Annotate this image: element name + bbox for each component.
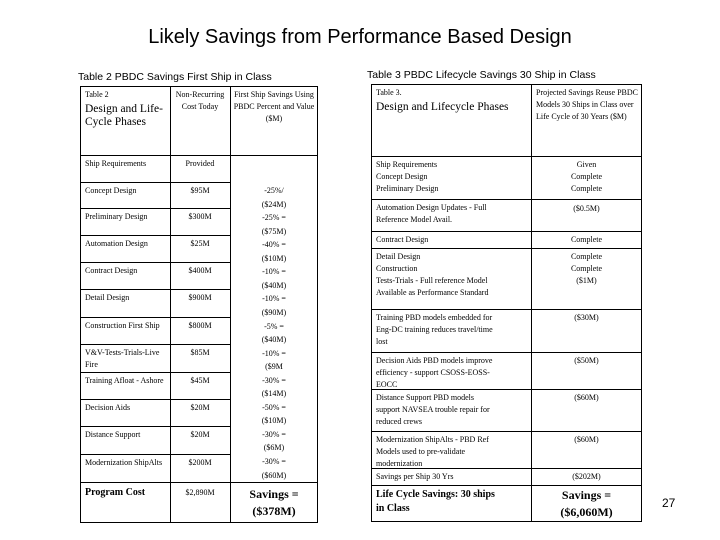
table2-row-rule [80,372,230,373]
table2-cost-cell: $20M [190,430,210,439]
table3-header-phases: Design and Lifecycle Phases [376,101,509,113]
lifecycle-savings-label-cont: in Class [376,503,410,514]
table3-row-rule [371,352,642,353]
table3-row-rule [371,431,642,432]
table3-savings-value: ($6,060M) [560,505,613,519]
page-number: 27 [662,496,676,510]
table2-header-label: Table 2 [85,90,109,99]
table2-savings-cell: -30% = [262,429,286,439]
table3-row-rule [371,468,642,469]
table2-phase-cell: Training Afloat - Ashore [85,376,164,385]
table3-phase-cell: Concept Design [376,172,428,181]
table3-row-rule [371,231,642,232]
table2-savings-cell: -10% = [262,348,286,358]
table3-header-savings: Projected Savings Reuse PBDC Models 30 Ships in Class over Life Cycle of 30 Years ($M) [536,88,638,121]
table2-phase-cell: Contract Design [85,266,138,275]
table2-row-rule [80,454,230,455]
table2-phase-cell: Detail Design [85,293,130,302]
table3-phase-cell: efficiency - support CSOSS-EOSS- [376,368,490,377]
table3-phase-cell: Tests-Trials - Full reference Model [376,276,488,285]
program-cost-value: $2,890M [185,488,215,497]
table2-savings-cell: ($14M) [261,389,287,399]
table2-row-rule [80,399,230,400]
table2-savings-cell: ($24M) [261,199,287,209]
program-cost-label: Program Cost [85,487,146,498]
table2-savings-cell: -40% = [262,240,286,250]
table3-value-cell: Complete [570,235,603,244]
table2-savings-cell: -10% = [262,267,286,277]
table2-phase-cell: Modernization ShipAlts [85,458,163,467]
table2-phase-cell: Concept Design [85,186,137,195]
table2-savings-cell: -25%/ [264,186,284,195]
table2-phase-cell: Preliminary Design [85,212,148,221]
table3-phase-cell: lost [376,337,388,346]
table3-value-cell: Complete [570,252,603,261]
table3-value-cell: Complete [570,184,603,193]
table2-row-rule [80,289,230,290]
table3-phase-cell: Ship Requirements [376,160,438,169]
table2-row-rule [80,182,230,183]
table2-heading: Table 2 PBDC Savings First Ship in Class [78,71,272,83]
table2-row-rule [80,208,230,209]
table2-phase-cell: Distance Support [85,430,141,439]
table2-savings-cell: -30% = [262,457,286,466]
table2-cost-cell: Provided [185,159,215,168]
table3-value-cell: ($1M) [576,276,597,285]
table2-phase-cell: Decision Aids [85,403,131,412]
table2-row-rule [80,262,230,263]
table3-header-label: Table 3. [376,88,402,97]
table2-savings-cell: ($60M) [261,470,287,480]
table3-phase-cell: Available as Performance Standard [376,288,489,297]
table3-value-cell: ($30M) [574,313,599,322]
table3-phase-cell: Models used to pre-validate [376,447,466,456]
table3-row-rule [371,199,642,200]
lifecycle-savings-label: Life Cycle Savings: 30 ships [376,489,495,500]
table3-phase-cell: Modernization ShipAlts - PBD Ref [376,435,489,444]
table2-cost-cell: $400M [188,266,212,275]
table2-row-rule [80,426,230,427]
table2-cost-cell: $200M [188,458,212,467]
table2-cost-cell: $25M [190,239,210,248]
table3-phase-cell: Detail Design [376,252,421,261]
table2-cost-cell: $800M [188,321,212,330]
table3-value-cell: ($202M) [572,472,601,481]
table2-savings-cell: -25% = [262,213,286,223]
table3-value-cell: Complete [570,264,603,273]
table2-row-rule [80,235,230,236]
table3-divider [531,84,532,522]
slide-title: Likely Savings from Performance Based Design [148,26,572,48]
table3-phase-cell: Savings per Ship 30 Yrs [376,472,454,481]
table3-phase-cell: Distance Support PBD models [376,393,474,402]
table2-savings-cell: ($40M) [261,280,287,290]
table3-phase-cell: reduced crews [376,417,422,426]
table2-cost-cell: $900M [188,293,212,302]
table3-phase-cell: Training PBD models embedded for [376,313,493,322]
table2-cost-cell: $300M [188,212,212,221]
table2-cost-cell: $95M [190,186,210,195]
table2-savings-value: ($378M) [252,504,296,518]
table2-savings-cell: ($10M) [261,416,287,426]
table2-savings-cell: ($9M [265,362,283,372]
table3-header-rule [371,156,642,157]
table2-savings-cell: ($6M) [263,443,285,453]
table2-header-rule [80,155,318,156]
table2-savings-cell: -10% = [262,294,286,304]
table2-savings-cell: ($90M) [261,307,287,317]
table3-savings-label: Savings = [561,488,612,502]
table2-row-rule [80,317,230,318]
table3-row-rule [371,389,642,390]
table3-phase-cell: Reference Model Avail. [376,215,453,224]
table2-savings-cell: ($10M) [261,253,287,263]
table3-row-rule [371,248,642,249]
table2-header-phases: Design and Life-Cycle Phases [85,103,163,128]
table2-savings-cell: ($40M) [261,335,287,345]
table2-phase-cell: Construction First Ship [85,321,160,330]
table3-phase-cell: Construction [376,264,418,273]
table3-phase-cell: Preliminary Design [376,184,439,193]
table3-phase-cell: EOCC [376,380,398,389]
table2-header-savings: First Ship Savings Using PBDC Percent and Value ($M) [233,90,315,123]
table2-total-rule [80,482,318,483]
table2-savings-cell: -30% = [262,375,286,385]
table2-savings-cell: -50% = [262,402,286,412]
table3-phase-cell: Contract Design [376,235,429,244]
table2-savings-label: Savings = [249,487,299,501]
table3-value-cell: Complete [570,172,603,181]
table3-value-cell: ($50M) [574,356,599,365]
table2-header-cost: Non-Recurring Cost Today [175,90,225,111]
table3-phase-cell: Eng-DC training reduces travel/time [376,325,493,334]
table3-phase-cell: Automation Design Updates - Full [376,203,487,212]
table3-phase-cell: modernization [376,459,423,468]
table2-cost-cell: $20M [190,403,210,412]
table2-row-rule [80,344,230,345]
table2-phase-cell: Automation Design [85,239,148,248]
table2-phase-cell: V&V-Tests-Trials-Live Fire [85,348,160,369]
table2-savings-cell: -5% = [264,321,284,331]
table3-phase-cell: support NAVSEA trouble repair for [376,405,490,414]
table3-value-cell: ($60M) [574,435,599,444]
table2-cost-cell: $45M [190,376,210,385]
table3-phase-cell: Decision Aids PBD models improve [376,356,493,365]
table2-cost-cell: $85M [190,348,210,357]
table3-total-rule [371,485,642,486]
table3-value-cell: Given [576,160,597,169]
table3-heading: Table 3 PBDC Lifecycle Savings 30 Ship in Class [367,69,596,81]
table2-phase-cell: Ship Requirements [85,159,147,168]
table2-savings-cell: ($75M) [261,226,287,236]
table3-value-cell: ($60M) [574,393,599,402]
table3-value-cell: ($0.5M) [573,204,600,213]
table3-row-rule [371,309,642,310]
